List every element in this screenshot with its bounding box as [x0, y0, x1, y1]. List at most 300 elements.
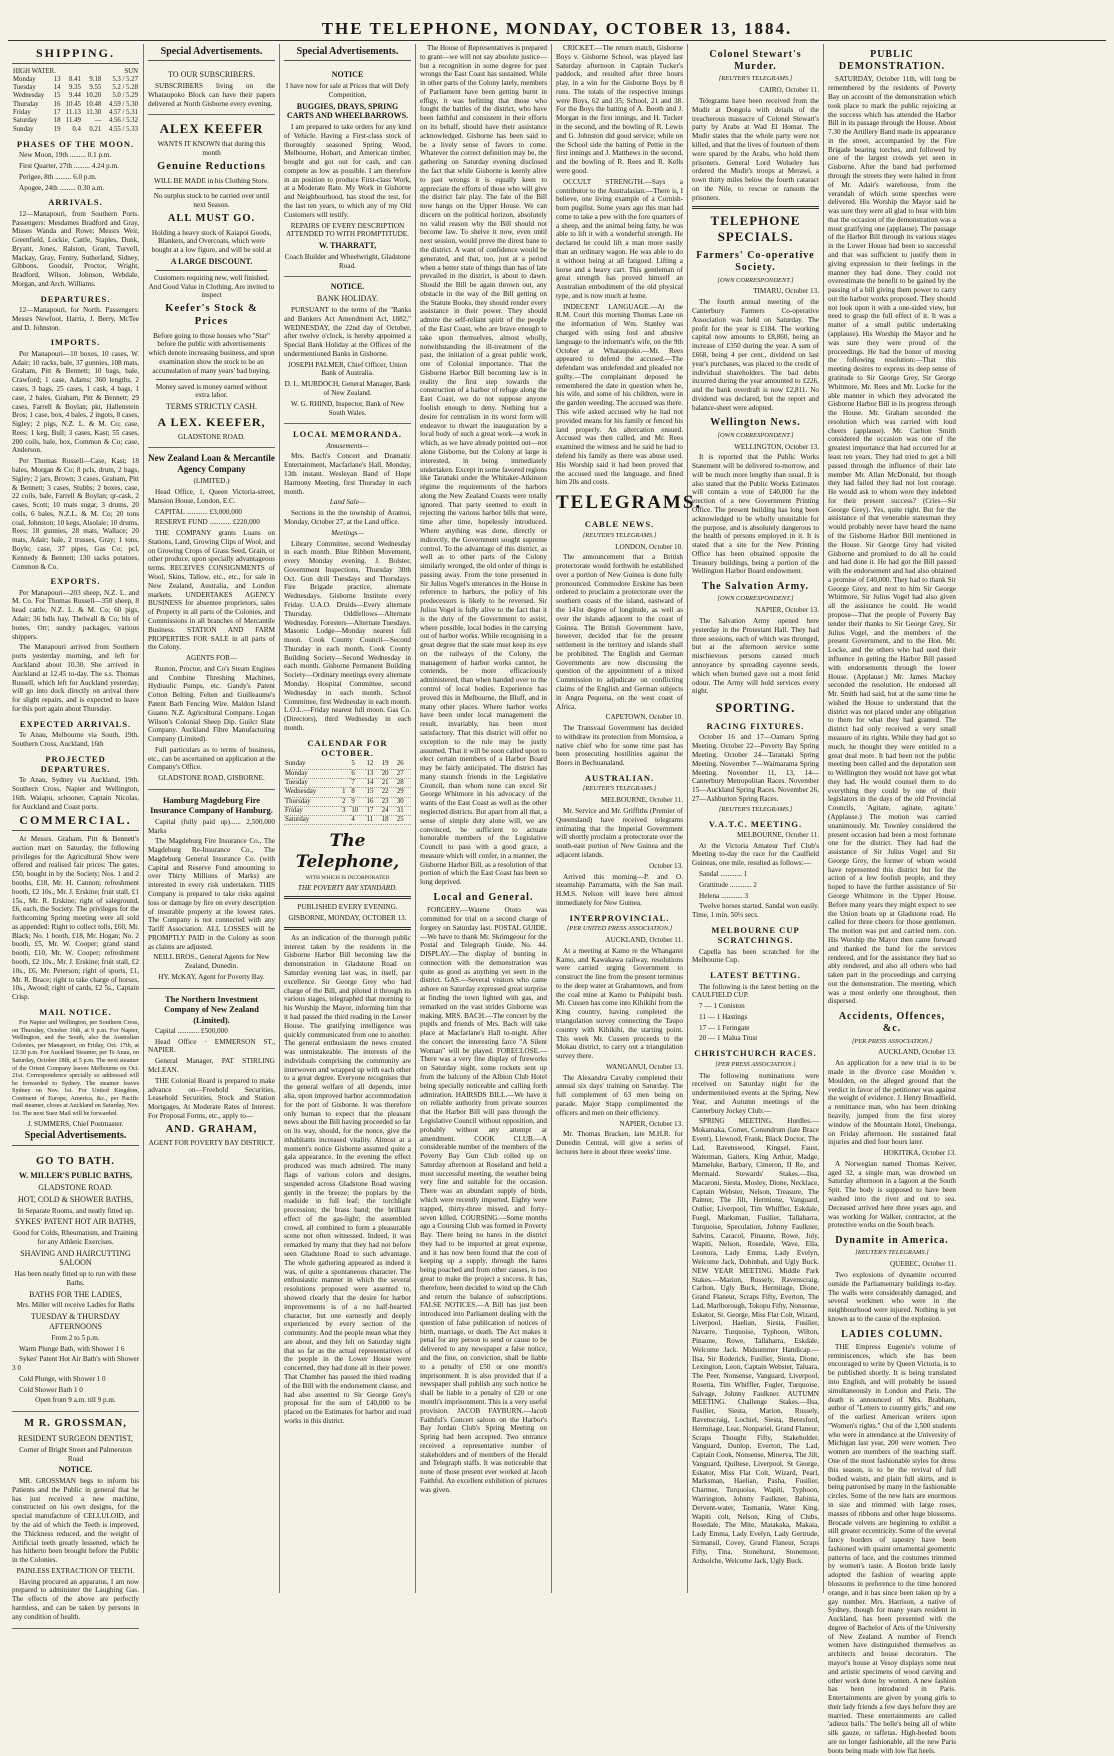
colonel-place: CAIRO, October 11.: [759, 86, 819, 95]
stock-prices: Keefer's Stock & Prices: [165, 303, 258, 327]
to-subscribers: TO OUR SUBSCRIBERS.: [168, 70, 255, 80]
telegrams-big: TELEGRAMS.: [556, 492, 703, 514]
calendar-date: [341, 778, 350, 787]
farmers-sub: [OWN CORRESPONDENT.]: [717, 276, 794, 284]
grossman-name: M R. GROSSMAN,: [24, 1418, 127, 1430]
tide-row: [12, 101, 139, 109]
repairs: REPAIRS OF EVERY DESCRIPTION ATTENDED TO WITH PROMPTITUDE.: [286, 221, 409, 239]
betting-result: 7 — 1 Coniston: [699, 1002, 745, 1011]
expected-text: Te Anau, Melbourne via South, 19th. Southern Cross, Auckland, 16th: [12, 731, 139, 748]
tide-cell: 16: [53, 100, 61, 108]
salvation-sub: [OWN CORRESPONDENT.]: [717, 595, 794, 603]
tide-cell: Tuesday: [13, 84, 36, 92]
vrc-result: Grattitude ............ 2: [699, 880, 757, 889]
moon-item: Perigee, 8th ......... 6.0 p.m.: [19, 172, 97, 181]
column-6: [688, 44, 824, 1593]
mail-text: For Napier and Wellington, per Southern Cross, on Thursday, October 16th, at 9 p.m. For Napier, Wellington, and the South, also the Australian Colonies, per Manapouri, on Friday, Oct. 17th, at 12.30 p.m. For Auckland Steamer, per Te Anau, on Saturday, October 18th, at 5 p.m. The next steamer of the Orient Company leaves Melbourne on Oct. 21st. Correspondence specially so addressed will be forwarded to Sydney. The steamer leaves Sydney on Nov. 1st. For United Kingdom, Continent of Europe, America, &c., per Pacific mail steamer, closes at Auckland on Saturday, Nov. 1st. The next Suez Mail will be forwarded.: [12, 1019, 139, 1117]
calendar-row: [284, 816, 411, 825]
manapouri-text: The Manapouri arrived from Southern ports yesterday morning, and left for Auckland about 10.30. She arrived in Auckland at 12.45 to-day. The s.s. Thomas Russell, which left for Auckland yesterday, will go into dock directly on arrival there for slight repairs, and is expected to leave for this port again about Thursday.: [12, 643, 139, 713]
melbourne-text: Capella has been scratched for the Melbourne Cup.: [692, 947, 819, 965]
grossman-notice: NOTICE.: [58, 1465, 93, 1475]
bank-holiday: BANK HOLIDAY.: [316, 294, 379, 304]
hokitika-text: A Norwegian named Thomas Keiver, aged 32, a single man, was drowned on Saturday afternoon in a lagoon at the South Spit. The body is supposed to have been washed into the river and out to sea. Deceased arrived here three years ago, and was working for Walker, contractor, at the protective works on the South beach.: [828, 1159, 956, 1230]
all-must-go: ALL MUST GO.: [167, 212, 256, 224]
hamburg-title: Hamburg Magdeburg Fire Insurance Company of Hamburg.: [150, 795, 273, 816]
grossman-text: MR. GROSSMAN begs to inform his Patients and the Public in general that he has just received a new machine, constructed on his own designs, for the special manufacture of CELLULOID, and by the aid of which the Teeth is improved, the Thickness reduced, and the weight of Artificial teeth greatly lessened, which he has hitherto been brought before the Public in the Colonies.: [12, 1477, 139, 1565]
exports-text: Per Manapouri—203 sheep, N.Z. L. and M. Co. For Thomas Russell—350 sheep, 8 head cattle, N.Z. L. & M. Co; 60 pigs, Adair; 36 bdls hay, Thelwall & Co; bls of bones, Orr; sundry packages, various shippers.: [12, 588, 139, 641]
columns: [8, 44, 1106, 1755]
nzlm-agents-text: Ruston, Proctor, and Co's Steam Engines and Combine Threshing Machines, Hydraulic Pumps, etc. Gandy's Patent Cotton Belting. Felten and Guilleaume's Patent Barb Fencing Wire. Maldon Island Guano. N.Z. Agricultural Company. Logan Wilson's Colonial Sheep Dip. Guilcr Slate Company. Auckland Fibre Manufacturing Company (Limited).: [148, 664, 275, 744]
farmers-title: Farmers' Co-operative Society.: [696, 250, 815, 274]
cable-sub: [REUTER'S TELEGRAMS.]: [582, 531, 657, 539]
calendar-date: 13: [366, 769, 381, 778]
tharratt-notice: NOTICE: [331, 70, 364, 80]
ladies-title: LADIES COLUMN.: [841, 1328, 943, 1340]
tide-cell: 4.57 / 5.31: [108, 109, 138, 117]
special-title: Special Advertisements.: [12, 1130, 139, 1145]
australian-place-2: October 13.: [649, 861, 683, 870]
calendar-date: 21: [381, 778, 396, 787]
tide-row: [12, 84, 139, 92]
paper-sub-2: THE POVERTY BAY STANDARD.: [297, 883, 398, 892]
tide-cell: 11.30: [86, 109, 102, 117]
keefer-sig-addr: GLADSTONE ROAD.: [178, 432, 245, 441]
vrc-results: [692, 870, 819, 900]
vrc-place: MELBOURNE, October 11.: [737, 830, 819, 839]
farmers-place: TIMARU, October 13.: [753, 287, 819, 296]
calendar-table: [284, 760, 411, 825]
telephone-specials: TELEPHONE SPECIALS.: [710, 213, 801, 245]
land-sale-label: Land Sale—: [329, 498, 366, 507]
tide-cell: 4.55 / 5.33: [108, 125, 138, 133]
australian-title: AUSTRALIAN.: [584, 773, 655, 784]
genuine-reductions: Genuine Reductions: [157, 160, 266, 172]
calendar-day: Saturday: [284, 816, 341, 825]
tharratt-notice-text: I have now for sale at Prices that will Defy Competition,: [285, 81, 410, 99]
ladies-text: THE Empress Eugenie's volume of reminiscences, which she has been encouraged to write by Queen Victoria, is to be published shortly. It is being translated into English, and will probably be issued simultaneously in London and Paris. The death is announced of Mrs. Brabham, author of "Letters to country girls," and one of the earliest American writers upon "Women's rights." Out of the 1,500 students who were in attendance at the University of Michigan last year, 200 were women. Two women are members of the teaching staff. One of the most fashionable styles for dress this season, is to be the revival of full bodied waists, and plain full skirts, and is being patronised by many in the fashionable circles. Some of the new hats are enormous in size and trimmed with large roses, masses of ribbons and other huge blossoms. Brocade velvets are beginning to exhibit a still greater eccentricity. Some of the several fancy borders of tapestry have been fashioned with quaint ornamental geometric patterns of lace, and the costumes trimmed by women's taste. A Boston bride lately adopted the fashion of wearing apple blossoms in preference to the time honored orange, and it has since been taken up by a gay number. Mrs. Harrison, a native of Sydney, though for many years resident in Auckland, has been presented with the degree of Bachelor of Arts of the University of New Zealand. A number of French women have distinguished themselves as architects and house decorators. The mayor's house at Vesoy displays some neat and artistic specimens of wood carving and other work done by women. A new fashion has been introduced in Paris. Entertainments are given by young girls to their lady friends a few days before they are married. These entertainments are called 'adieux balls.' The belle's being all of white silk gauze, or taffetas. High-heeled boots are no longer fashionable, all the new Paris boots being made with low flat heels.: [828, 1342, 956, 1755]
bath-price: Sykes' Patent Hot Air Bath's with Shower 3 0: [12, 1355, 139, 1373]
sun-label: SUN: [124, 67, 138, 75]
tharratt-sub: Coach Builder and Wheelwright, Gladstone Road.: [284, 252, 411, 270]
latest-text: The following is the latest betting on the CAULFIELD CUP.: [692, 982, 819, 1000]
vrc-result: Helena ............ 3: [699, 891, 749, 900]
nzlm-capital: CAPITAL ............ £3,000,000: [155, 507, 243, 516]
hokitika-place: HOKITIKA, October 13.: [883, 1149, 956, 1158]
wellington-text: It is reported that the Public Works Statement will be delivered to-morrow, and will be much more lengthy than usual. It is also stated that the Public Works Estimates will contain a vote of £40,000 for the erection of a new Government Printing Office. The present building has long been acknowledged to be wholly unsuitable for the purpose, and is absolutely dangerous to the health of persons employed in it. It is stated that a site for the New Printing Office has been obtained opposite the Treasury buildings, being a portion of the Wellington Harbor Board endowment.: [692, 453, 819, 576]
calendar-date: 9: [350, 797, 365, 806]
meetings-text: Library Committee, second Wednesday in each month. Blue Ribbon Movement, every Monday evening. J. Bolster, Government Inspections, Thursday 30th Oct. Gun drill Tuesdays and Thursdays. Fire Brigade practice, alternate Wednesdays. Gisborne Institute every Friday. U.A.O. Druids—Every alternate Thursday. Oddfellows—Alternate Wednesday. Foresters—Alternate Tuesdays. Masonic Lodge—Monday nearest full moon. Cook County Council—Second Thursday in each month. Cook County Building Society—Second Wednesday in each month. Gisborne Permanent Building Society—Ordinary meetings every alternate Monday. Hospital Committee, second Wednesday in each month. School Committee, first Wednesday in each month. L.O.L.—Friday nearest full moon. Gas Co. (Directors), third Wednesday in each month.: [284, 539, 411, 732]
projected-text: Te Anau, Sydney via Auckland, 19th. Southern Cross, Napier and Wellington, 16th. Waiapu, schooner, Captain Nicolas, for Auckland and Coast ports.: [12, 776, 139, 811]
calendar-date: 25: [396, 816, 411, 825]
latest-betting: LATEST BETTING.: [710, 970, 801, 981]
exports-title: EXPORTS.: [50, 576, 101, 587]
tide-cell: 4.56 / 5.32: [108, 117, 138, 125]
hamburg-ad: [148, 790, 275, 989]
local-memo: LOCAL MEMORANDA.: [292, 429, 403, 440]
customers: Customers requiring new, well finished, And Good Value in Clothing, Are invited to inspect: [148, 273, 275, 300]
northern-ad: [148, 989, 275, 1154]
vrc-title: V.A.T.C. MEETING.: [708, 818, 803, 829]
calendar-row: [284, 797, 411, 806]
interprovincial-text: At a meeting at Kamo re the Whangarei Kamo, and Kawakawa railway, resolutions were carried urging Government to construct the line from the present terminus to the deep water at Grahamtown, and from the coal mine at Kamo to Puhipuhi bush. Mr. Cussen has come into Kihikihi from the King country, having completed the triangulation survey connecting the Taupo country with Kihikihi, the starting point. This week Mr. Cussen proceeds to the Mokau district, to carry out a triangulation survey there.: [556, 946, 683, 1061]
grossman-text-2: Having procured an apparatus, I am now prepared to administer the Laughing Gas. The effects of the above are perfectly harmless, and can be taken by persons in any condition of health.: [12, 1577, 139, 1621]
tide-cell: 5.0 / 5.29: [112, 92, 138, 100]
tide-row: [12, 76, 139, 84]
calendar-date: 18: [381, 816, 396, 825]
betting-result: 11 — 1 Hastings: [699, 1012, 748, 1021]
calendar-date: 15: [366, 788, 381, 797]
tide-row: [12, 126, 139, 134]
nzlm-ad: [148, 448, 275, 790]
column-2: [144, 44, 280, 1593]
nzlm-reserve: RESERVE FUND ............ £220,000: [155, 518, 260, 527]
cricket-text: CRICKET.—The return match, Gisborne Boys v. Gisborne School, was played last Saturday afternoon in Captain Tucker's paddock, and resulted after three hours play, in a win for the Gisborne Boys by 8 runs. The totals of the respective innings were Boys, 62 and 35; School, 21 and 38. For the Boys the batting of A. Booth and J. Morgan in the first innings, and H. Tucker in the second, and the bowling of R. Lewis and G. Johnston did good service; while on the School side the batting of Pettie in the first innings and J. Matthews in the second, and the bowling of R. Rees and R. Kells were good.: [556, 44, 683, 175]
bath-price: Cold Plunge, with Shower 1 0: [19, 1374, 106, 1383]
column-7: [824, 44, 960, 1755]
salvation-title: The Salvation Army.: [701, 581, 810, 593]
cable-place-2: CAPETOWN, October 10.: [605, 713, 683, 722]
imports-title: IMPORTS.: [50, 337, 101, 348]
interprovincial-title: INTERPROVINCIAL.: [569, 912, 670, 923]
shipping-title: SHIPPING.: [12, 46, 139, 64]
paper-date: GISBORNE, MONDAY, OCTOBER 13.: [288, 914, 407, 923]
cable-place: LONDON, October 10.: [615, 542, 683, 551]
cable-text-2: The Transvaal Government has decided to withdraw its protection from Montsioa, a native chief who for some time past has been prosecuting hostilities against the Boers in Bechuanaland.: [556, 724, 683, 768]
before-going: Before going to those houses who "Star" before the public with advertisements which denote increasing business, and upon examination show the stock to be an accumulation of many years' bad buying.: [148, 331, 275, 375]
bath-sykes: SYKES' PATENT HOT AIR BATHS,: [15, 1217, 136, 1227]
arrivals-title: ARRIVALS.: [48, 197, 103, 208]
bath-branch-desc: Has been neatly fitted up to run with these Baths.: [14, 1270, 137, 1287]
grossman-ad: [12, 1412, 139, 1628]
racing-fixtures: RACING FIXTURES.: [706, 721, 805, 732]
column-1: [8, 44, 144, 1621]
calendar-date: 31: [396, 806, 411, 815]
christchurch-title: CHRISTCHURCH RACES.: [694, 1048, 817, 1059]
moon-item: Apogee, 24th ......... 0.30 a.m.: [19, 183, 105, 192]
tide-cell: 9.55: [89, 84, 102, 92]
farmers-text: The fourth annual meeting of the Canterbury Farmers Co-operative Association was held on Saturday. The profit for the year is £184. The working capital now amounts to £8,860, being an increase of £350 during the year. A sum of £668, being 4 per cent., dividend on last year's purchases, was placed to the credit of individual shareholders. The bad debts incurred during the year amounted to £226, and the bank overdraft is now £2,811. No dividend was declared, but the report and balance-sheet were adopted.: [692, 298, 819, 412]
calendar-day: Monday: [284, 769, 341, 778]
northern-sign: AND. GRAHAM,: [165, 1123, 258, 1135]
departures-text: 12—Manapouri, for North. Passengers: Messrs Newfoot, Harris, J. Berry, McTee and D. Johnston.: [12, 306, 139, 332]
tharratt-text: I am prepared to take orders for any kind of Vehicle. Having a First-class stock of thoroughly seasoned Spring Wood, Melbourne, Hobart, and American timber, bought and got out for cash, and can compete as low as possible. I am therefore in an position to produce First-class Work, at a Moderate Rate. My Work in Gisborne and Neighbourhood, has stood the test, for the last ten years, to which any of my Old Customers will testify.: [284, 123, 411, 219]
wellington-title: Wellington News.: [710, 417, 801, 429]
large-discount: A LARGE DISCOUNT.: [170, 256, 253, 266]
calendar-row: [284, 769, 411, 778]
nzlm-full: Full particulars as to terms of business, etc., can be ascertained on application at the Company's Office.: [148, 745, 275, 772]
northern-text: THE Colonial Board is prepared to make advance on—Freehold Securities, Leasehold Securities, Stock and Station Mortgages, At Moderate Rates of Interest. For Proposal Forms, etc., apply to—: [148, 1076, 275, 1120]
betting-result: 20 — 1 Malua Trust: [699, 1034, 758, 1043]
australian-place: MELBOURNE, October 11.: [601, 796, 683, 805]
tide-cell: 10.45: [65, 100, 81, 108]
calendar-date: 23: [381, 797, 396, 806]
calendar-date: 6: [350, 769, 365, 778]
paper-name: The Telephone,: [295, 831, 400, 873]
local-title: Local and General.: [433, 892, 534, 903]
latest-results: [692, 1002, 819, 1043]
tide-cell: Friday: [13, 109, 31, 117]
calendar-date: 3: [341, 806, 350, 815]
tide-cell: 19: [53, 125, 61, 133]
betting-result: 17 — 1 Feringate: [699, 1023, 750, 1032]
masthead: THE TELEPHONE, MONDAY, OCTOBER 13, 1884.: [8, 18, 1106, 41]
tide-cell: 9.44: [69, 92, 81, 100]
bank-sign: D. L. MURDOCH, General Manager, Bank of New Zealand.: [284, 380, 411, 397]
bank-signs: [284, 361, 411, 418]
colonel-title: Colonel Stewart's Murder.: [709, 49, 802, 73]
australian-sub: [REUTER'S TELEGRAMS.]: [582, 785, 657, 793]
salvation-text: The Salvation Army opened here yesterday in the Protestant Hall. They had three sessions, each of which was thronged, but at the afternoon service some mischievous persons caused much annoyance by spreading cayenne seeds, which when burned gave out a most fetid odour. The Army will hold services every night.: [692, 617, 819, 696]
calendar-date: 29: [396, 788, 411, 797]
calendar-day: Tuesday: [284, 778, 341, 787]
calendar-row: [284, 806, 411, 815]
salvation-place: NAPIER, October 13.: [755, 606, 819, 615]
bath-sykes-desc: Good for Colds, Rheumatism, and Training for any Athletic Exercises.: [13, 1229, 138, 1246]
calendar-date: 10: [350, 806, 365, 815]
nzlm-limited: (LIMITED.): [193, 477, 230, 486]
expected-title: EXPECTED ARRIVALS.: [19, 718, 132, 729]
melbourne-scr: MELBOURNE CUP SCRATCHINGS.: [711, 924, 800, 946]
dynamite-title: Dynamite in America.: [835, 1235, 949, 1247]
northern-office: Head Office · EMMERSON ST., NAPIER.: [148, 1037, 275, 1055]
tide-cell: 5.3 / 5.27: [112, 75, 138, 83]
calendar-date: 27: [396, 769, 411, 778]
grossman-painless: PAINLESS EXTRACTION OF TEETH.: [16, 1566, 135, 1575]
mail-title: MAIL NOTICE.: [39, 1006, 112, 1017]
wellington-sub: [OWN CORRESPONDENT.]: [717, 431, 794, 439]
bath-prices: [12, 1345, 139, 1395]
interprovincial-sub: [PER UNITED PRESS ASSOCIATION.]: [566, 925, 673, 933]
tide-cell: 10.20: [86, 92, 102, 100]
col3-header: Special Advertisements.: [284, 46, 411, 61]
bath-branch: SHAVING AND HAIRCUTTING SALOON: [20, 1248, 131, 1268]
commercial-title: COMMERCIAL.: [12, 813, 139, 831]
colonel-sub: [REUTER'S TELEGRAMS.]: [718, 75, 793, 83]
northern-capital: Capital ............ £500,000: [155, 1026, 228, 1035]
cable-news: CABLE NEWS.: [584, 519, 655, 530]
racing-text: October 16 and 17—Oamaru Spring Meeting. October 22—Poverty Bay Spring Meeting. October 24—Taranaki Spring Meeting. November 7—Waimarama Spring Meeting. November 11, 13, 14—Canterbury Metropolitan Races. November 15—Auckland Spring Races. November 26, 27—Ashburton Spring Races.: [692, 733, 819, 803]
column-4: [416, 44, 552, 1593]
hamburg-agent: HY. McKAY, Agent for Poverty Bay.: [158, 973, 265, 982]
commercial-text: At Messrs. Graham, Pitt & Bennett's auction mart on Saturday, the following privileges for the Agricultural Show were offered and realised fair prices: The gates, £50, bought in by the Society; Nos. 1 and 2 booths, £18, Mr. H. Cannon; refreshment booth, £2 10s., Mr. J. Erskine; fruit stall, £1 15s., Mr. R. Erskine; right of saleground, £6, each, the Society. The privileges for the forthcoming Spring meeting were all sold as appended: Right to collect tolls, £60, Mr. Black; No. 1 booth, £18, Mr. Hogan; No. 2 booth, £5, Mr. W. Cooper; grand stand booth, £10, Mr. W. Cooper; refreshment booth, £2 10s., Mr. J. Erskine; fruit stall, £2 10s., £6, Mr. Peterson; right of sports, £1, Mr. R. Brace; right to take charge of horses, 10s., Awood; right of cards, £2 5s., Captain Crisp.: [12, 835, 139, 1002]
calendar-date: [341, 769, 350, 778]
departures-title: DEPARTURES.: [40, 293, 111, 304]
napier-place: NAPIER, October 13.: [619, 1119, 683, 1128]
bank-notice: NOTICE.: [330, 282, 365, 292]
nzlm-text: THE COMPANY grants Loans on Stations, Land, Growing Clips of Wool, and on Growing Crops of Grass Seed, Grain, or other produce, upon specially advantageous terms. RECEIVES CONSIGNMENTS of Wool, Skins, Tallow, etc., etc., for sale in New Zealand, Australia, and London markets. UNDERTAKES AGENCY BUSINESS for absentee proprietors, sales of Property in all parts of the Colonies, and Commissions in all branches of Mercantile Business. STATION AND FARM PROPERTIES FOR SALE in all parts of the Colony.: [148, 529, 275, 652]
editorial: As an indication of the thorough public interest taken by the residents in the Gisborne Harbor Bill becoming law the demonstration in Gladstone Road on Saturday evening last was, in itself, par excellence. Sir George Grey who had charge of the Bill, and piloted it through its various stages, telegraphed that morning to his Worship the Mayor, informing him that it had passed the third reading in the Lower House. The gratifying intelligence was quickly communicated from one to another. The general enthusiasm the news created was unmistakeable. The interests of the individuals comprising the community are interwoven and wrapped up with each other to a great degree. Everyone recognises that the general welfare of all depends, inter alia, upon improved harbor accommodation for the port of Gisborne. It was therefore only human to expect that the pleasant news about the Bill having proceeded so far on its way, should, for the nonce, give the inhabitants increased vitality. Almost at a moment's notice Gisborne assumed quite a gala appearance. In the evening the effect produced was much admired. The many flags of various colors and designs, suspended across Gladstone Road waving gently in the breeze; the poplars by the roadside in full leaf; the torchlight procession; the brass band; the brilliant effect of the gas-light; the assembled crowd, all combined to form a pleasurable scene not often witnessed. Indeed, it was remarked by many that they had not before seen Gladstone Road to such advantage. The whole gathering appeared as indeed it was, of quite a spontaneous character. The enthusiastic manner in which the several resolutions proposed were assented to, showed clearly that the desire for harbor improvements is of a no half-hearted character, but one earnestly and deeply experienced by every section of the community. And the people mean what they are about, and they felt on Saturday night that so far as the actual representatives of the people in the Lower House were concerned, they had done all in their power. That Chamber has passed the third reading of the Bill with the endorsement clause, and had also assented to Sir George Grey's proposal for the sum of £40,000 to be placed on the Estimates for harbor and road works in this district.: [284, 933, 411, 1425]
accidents-text: An application for a new trial is to be made in the divorce case Moulden v. Moulden, on the alleged ground that the verdict in favor of the petitioner was against the weight of evidence. J. Henry Broadfield, a remittance man, who has been drinking heavily, jumped from the first storey window of the Mountain Hotel, Onehunga, on Friday afternoon. He sustained fatal injuries and died four hours later.: [828, 1059, 956, 1147]
wanganui-text: The Alexandra Cavalry completed their annual six days' training on Saturday. The full complement of 63 men being on parade. Major Stapp complimented the officers and men on their efficiency.: [556, 1073, 683, 1117]
editorial-cont: The House of Representatives is prepared to grant—we will not say absolute justice—but a recognition in some degree for past wrongs the East Coast has sustained. While in other parts of the Colony lately, members of Parliament have been getting burnt in effigy, it was befitting that those who fought the battles of the district, who have been faithful and consistent in their efforts on its behalf, should have their assistance acknowledged. Gisborne has been said to be a lively sense of favors to come. Whatever the correct definition may be, the gathering on Saturday evening disclosed the fact that while Gisborne is keenly alive to past wrongs it is equally keen to appreciate the efforts of those who will give the district fair play. The fate of the Bill now hangs on the Upper House. We can discern on the political horizon, absolutely no valid reason why the Bill should not become law. To shelve it now, even until next session, would prove the direst bane to the district. A want of confidence would be generated, and that, too, just at a period when a better state of things than has of late prevailed in the district, is about to dawn. Should the Bill be again thrown out, any obstacle in the way of the Bill getting on the Statute Books, they should render every assistance in their power. They should admire the self-reliant spirit of the people of the East Coast, who are brave enough to take upon themselves, almost wholly, notwithstanding the ill-treatment of the past, the initiation of a great public work, one of Colonial importance. That the Gisborne Harbor Bill becoming law is in reality the first step towards the construction of a harbor of refuge along the East Coast, we do not suppose anyone foolish enough to deny. Nothing but a desire for centralism in its worst form will endeavor to thwart the inauguration by a local body of such a great work—a work in which, as we have already pointed out—not alone Gisborne, but the Colony at large is interested, in being immediately undertaken. Except in some favored regions like Taranaki under the Whitaker-Atkinson régime the requirements of the harbors along the New Zealand Coasts were totally ignored. That party seemed to exult in rejecting the various harbor bills that were, time after time, hopelessly introduced. Where anything was done, directly or indirectly, the Government sought supreme control. To the advantage of this district, as well as to other parts of the Colony similarly wronged, the old order of things is passing away. From the tone presented in Sir Julius Vogel's utterances in the House in reference to harbors, the policy of his predecessors is likely to be reversed. Sir Julius Vogel is fully alive to the fact that it is the duty of the Government to assist, where possible, local bodies in the carrying out of harbor works. While recognising in a great degree that the state must keep its eye on the railways of the Colony, the management of harbor works cannot, he contends, be more efficaciously administered, than when handed over to the control of local bodies. Experience has proved this in Melbourne, the Bluff, and in many other places. Where harbor works have been under local management the result, invariably, has been most satisfactory. That this district will offer no exception to the rule may be justly assumed. That it will be soon called upon to elect certain members of a Harbor Board may be fairly anticipated. The district has many staunch friends in the Legislative Council, than whom none can excel Sir George Whitmore in his advocacy of the wants of the East Coast as well as the other neglected districts. But apart from all that, a sense of simple duty alone will, we are convinced, be sufficient to actuate honorable members of the Legislative Council to pass with a good grace, a measure which will confer, in a manner, the Gisborne Harbor Bill, as a resolution of that portion of which the East Coast has been so long deprived.: [420, 44, 547, 887]
bath-sep: In Separate Rooms, and neatly fitted up.: [17, 1206, 134, 1215]
accidents-sub: [PER PRESS ASSOCIATION.]: [851, 1037, 933, 1045]
bath-price: Warm Plunge Bath, with Shower 1 6: [19, 1344, 125, 1353]
bank-sign: JOSEPH PALMER, Chief Officer, Union Bank of Australia.: [287, 360, 408, 378]
calendar-date: 4: [350, 816, 365, 825]
bath-open: Open from 9 a.m. till 9 p.m.: [35, 1396, 116, 1405]
nzlm-sign: GLADSTONE ROAD, GISBORNE.: [158, 774, 265, 783]
nzlm-title: New Zealand Loan & Mercantile Agency Company: [148, 453, 275, 475]
napier-text: Mr. Thomas Bracken, late M.H.R. for Dunedin Central, will give a series of lectures here in about three weeks' time.: [556, 1130, 683, 1156]
moon-list: [12, 151, 139, 192]
calendar-date: 26: [396, 760, 411, 769]
occult-text: OCCULT STRENGTH.—Says a contributor to the Australasian:—There is, I believe, one living example of a Cornish-born pugilist. Some years ago this man had come to take a pew with the fore quarters of a sheep, and the animal being fatty, he was able to lift it with a wonderful strength. He declared he could lift a man more easily than an ordinary wagon. He was able to do it without being at all fatigued. Lifting a horse and a heavy cart. This gentleman of great strength has proved himself an Australian embodiment of the old physical type, and is now much at home.: [556, 177, 683, 300]
high-water-label: HIGH WATER.: [13, 67, 56, 75]
bank-text: PURSUANT to the terms of the "Banks and Bankers Act Amendment Act, 1882," WEDNESDAY, the 22nd day of October, after twelve o'clock, is hereby appointed a Special Bank Holiday at the Offices of the undermentioned Banks in Gisborne.: [284, 305, 411, 358]
grossman-sub: RESIDENT SURGEON DENTIST,: [17, 1434, 134, 1444]
dynamite-text: Two explosions of dynamite occurred outside the Parliamentary buildings to-day. The walls were considerably damaged, and several workmen who were in the neighbourhood were injured. Nothing is yet known as to the cause of the explosion.: [828, 1271, 956, 1323]
wellington-place: WELLINGTON, October 13.: [734, 442, 819, 451]
tide-cell: Thursday: [13, 100, 39, 108]
column-5: [552, 44, 703, 1593]
wanganui-place: WANGANUI, October 13.: [605, 1062, 683, 1071]
nzlm-office: Head Office, 1, Queen Victoria-street, Mansion House, London, E.C.: [148, 488, 275, 505]
calendar-date: 11: [366, 816, 381, 825]
tharratt-sign: W. THARRATT,: [318, 241, 377, 251]
mail-sign: J. SUMMERS, Chief Postmaster.: [27, 1119, 124, 1128]
tide-cell: 8.41: [69, 75, 81, 83]
surplus: No surplus stock to be carried over until next Season.: [153, 192, 270, 210]
keefer-wants: WANTS IT KNOWN that during this month: [157, 140, 266, 157]
local-text: FORGERY.—Watene Ototo was committed for trial on a second charge of forgery on Saturday last. POSTAL GUIDE.—We have to thank Mr. Skrimgeour for the Postal and Telegraph Guide, No. 44. DISPLAY.—The display of bunting in connection with the demonstration was quite as good as anything yet seen in the district. GAS.—Several visitors who came ashore on Saturday expressed great surprise at finding the town lighted with gas, and remarked on the vast strides Gisborne was making. MRS. BACH.—The concert by the pupils and friends of Mrs. Bach will take place at Macfarlane's Hall to-night. After the concert the interesting farce "A Silent Woman" will be played. FORECLOSE.—There was a very fine display of fireworks on Saturday night, some rockets sent up from the balcony of the Albion Club Hotel being specially noticeable and calling forth admiration. HAIRSDS BILL.—We have it on reliable authority from private sources that the Harbor Bill will pass through the Legislative Council without opposition, and probably without any attempt at amendment. COOK CLUB.—A considerable number of the members of the Poverty Bay Gun Club rolled up on Saturday afternoon at Roseland and held a most successful meeting, the weather being very fine and suitable for the occasion. There was an abundant supply of birds, which were recently imported. Eighty were trapped, thirty-three missed, and forty-seven killed. COURSING.—Some months ago a Coursing Club was formed in Poverty Bay. There being no hares in the district they had to be imported at great expense, and it has now been found that the cost of keeping up a supply, through the hares being poached and from other causes, is too great to make the project a success. It has, therefore, been decided to wind up the Club and return the balance of subscriptions. FALSE NOTICES.—A Bill has just been introduced into Parliament dealing with the question of false publication of notices of birth, marriage, or death. The Act makes it penal for any person to send or cause to be delivered to any newspaper a false notice, and the fine, on conviction, shall be liable to a penalty of £50 or one month's imprisonment. It is also provided that if a newspaper shall publish any such notice he shall be liable to a penalty of £20 or one month's imprisonment. This is a very useful provision. JACOB FAYBURN.—Jacob Faithful's Concert saloon on the Harbor's Bay Jordan Club's Spring Meeting on Spring had been accepted. Two entrance received a representative number of stakeholders and of members of the Herald and Telegraph staffs. It was noticeable that none of those present ever worked at Jacob Faithful. An excellent exhibition of pictures was given.: [420, 906, 547, 1494]
calendar-date: 1: [341, 788, 350, 797]
grossman-addr: Corner of Bright Street and Palmerston Road: [19, 1445, 132, 1463]
bath-road: GLADSTONE ROAD.: [38, 1183, 113, 1193]
calendar-row: [284, 788, 411, 797]
tide-row: [12, 117, 139, 125]
bath-days: TUESDAY & THURSDAY AFTERNOONS: [30, 1312, 121, 1331]
projected-title: PROJECTED DEPARTURES.: [40, 753, 111, 774]
calendar-date: 7: [350, 778, 365, 787]
vrc-result: Sandal ............ 1: [699, 870, 748, 879]
imports-text-2: Per Thomas Russell—Case, Kast; 18 bales, Morgan & Co; 8 pcls, drum, 2 bags, Sigley; 2 jars, Brown; 3 cases, Graham, Pitt & Bennett; 3 cases, Stubbs; 2 boxes, case, 22 coils, bale, Farrell & Boylan; qr-cask, 2 cases, Scott; 10 mats sugar, 3 drums, 20 coils, 6 bales, N.Z.L. & M. Co; 20 tons coal, Johnston; 10 kegs, Alsolaie; 10 drums, Rees; 18 gunnies, 28 mats, Wallace; 20 mats, Adair; bale, 2 trusses, Gray; 1 tons, Boyle; case, 37 pipes, Gas Co; pcl, Kennedy & Bennett; 130 sacks potatoes, Common & Co.: [12, 457, 139, 571]
subscribers-text: SUBSCRIBERS living on the Whataupoko Block can have their papers delivered at North Gisborne every evening.: [148, 81, 275, 108]
paper-sub-1: WITH WHICH IS INCORPORATED: [305, 874, 390, 881]
christchurch-text: The following nominations were received on Saturday night for the undermentioned events at the Spring, New Year, and Autumn meetings of the Canterbury Jockey Club:—: [692, 1071, 819, 1115]
tide-cell: Wednesday: [13, 92, 45, 100]
calendar-date: 12: [366, 760, 381, 769]
calendar-date: 30: [396, 797, 411, 806]
colonel-text: Telegrams have been received from the Mudir at Dongola with details of the treacherous massacre of Colonel Stewart's party by Arabs at Wad El Homar. The Mudir states that the whole party were not killed, and that the lives of fourteen of them were spared by the Arabs, who hold them prisoners. General Lord Wolseley has ordered the Mudir's troops at Merawi, a town thirty miles below the fourth cataract on the Nile, to rescue or ransom the prisoners.: [692, 97, 819, 202]
calendar-date: 2: [341, 797, 350, 806]
calendar-date: 20: [381, 769, 396, 778]
keefer-sig: A LEX. KEEFER,: [157, 414, 266, 429]
christchurch-events: SPRING MEETING. Hurdles.—Mokamaka, Comet, Conundrum (late Brace Event), Llewood, Frank, Black Doctor, The Lad, Ravenswood, Kingsel, Faust, Waterman, Gaiters, King Arthur, Madge, Mameluke, Barbary, Cimeron, II Re, and Mermaid. Stewards' Stakes.—Ilsa, Macaroni, Siesta, Mosley, Dione, Necklace, Captain Webster, Nelson, Treasure, The Painter, The Jilt, Hermione, Vanguard, Outlier, Liverpool, Tim Whiffler, Eskdale, Fuegl, Marksman, Fusilier, Tallaharra, Turquoise, Speculation, Johnny Faulkner, Salvins, Caracol, Pinaune, Rowe, July, Wapiti, Nelson, Rosedale, Wave, Ella, Leonora, Lady Emma, Lady Evelyn, Welcome Jack, Dobinbah, and Ugly Buck. NEW YEAR MEETING. Middle Park Stakes.—Marion, Russely, Ravenscraig, Carlton, Ugly Buck, Hermitage, Dione, Grand Flaneur, Scraps Fifty, Everton, The Lad, Marlborough, Tokopu Fifty, Nonsense, Eskator, St. George, Miss Flat Colt, Wizard, Liverpool, Haelian, Siesta, Fusilier, Navarre, Turquoise, Typhoon, Wilton, Pinaune, Rowe, Tallaharra, Eskdale, Welcome Jack. Midsummer Handicap.—Ilsa, Sir Roderick, Fusilier, Siesta, Dione, Lexington, Leon, Captain Webster, Taluara, The Peer, Nonsense, Vanguard, Liverpool, Rosetta, Tim Whiffler, Fugler, Turquoise, Salvage, Johnny Faulkner. AUTUMN MEETING. Challenge Stakes.—Ilsa, Fusilier, Siesta, Marion, Russely, Ravenscraig, Lochiel, Siesta, Beresford, Hermitage, Lear, Nonpariel, Grand Flaneur, Scraps Thought Fifty, Stakeholder, Vanguard, Dunlop, Everton, The Lad, Captain Cook, Nonsense, Minerva, The Jilt, Vanguard, Quiltese, Liverpool, St George, Eskator, Miss Flat Colt, Wizard, Pearl, Marksman, Haelian, Pasha, Fusilier, Charmer, Turquoise, Wapiti, Typhoon, Warrington, Johnny Faulkner, Babinia, Dervent-water, Tasmania, Water King, Wapiti colt, Nelson, King of Clubs, Rosedale, The Mite, Matakaka, Makaia, Lady Emma, Lady Evelyn, Lady Gertrude, Sirmansil, Covey, Grand Flaneur, Scraps Fifty, Tina, Stonehurst, Stonemoor, Ardsolche, Welcome Jack, Ugly Buck.: [692, 1117, 819, 1565]
calendar-day: Thursday: [284, 797, 341, 806]
tide-cell: —: [94, 117, 102, 125]
calendar-date: 28: [396, 778, 411, 787]
accidents-title: Accidents, Offences, &c.: [838, 1011, 946, 1035]
northern-sign-2: AGENT FOR POVERTY BAY DISTRICT.: [148, 1139, 275, 1148]
calendar-date: 24: [381, 806, 396, 815]
tide-cell: 0.4: [72, 125, 81, 133]
tide-cell: 9.35: [69, 84, 81, 92]
interprovincial-place: AUCKLAND, October 11.: [605, 935, 683, 944]
moon-title: PHASES OF THE MOON.: [16, 138, 135, 149]
tide-cell: 17: [53, 109, 61, 117]
calendar-title: CALENDAR FOR OCTOBER.: [307, 737, 388, 759]
dynamite-sub: [REUTER'S TELEGRAMS.]: [855, 1249, 929, 1257]
calendar-row: [284, 760, 411, 769]
vrc-text-2: Twelve horses started. Sandal won easily. Time, 1 min. 50½ secs.: [692, 902, 819, 920]
calendar-date: 22: [381, 788, 396, 797]
sporting-title: SPORTING.: [715, 700, 796, 716]
calendar-day: Sunday: [284, 760, 341, 769]
tide-cell: 5.2 / 5.28: [112, 84, 138, 92]
calendar-day: Wednesday: [284, 788, 341, 797]
christchurch-sub: [PER PRESS ASSOCIATION.]: [715, 1060, 796, 1068]
nzlm-agents-for: AGENTS FOR—: [185, 654, 238, 663]
column-3: [280, 44, 416, 1593]
holding: Holding a heavy stock of Kaiapoi Goods, Blankets, and Overcoats, which were bought at a low figure, and will be sold at: [151, 228, 272, 255]
bath-price: Cold Shower Bath 1 0: [19, 1385, 83, 1394]
accidents-place: AUCKLAND, October 13.: [878, 1048, 956, 1057]
bath-ladies: BATHS FOR THE LADIES,: [29, 1289, 122, 1299]
australian-text: Mr. Service and Mr. Griffiths (Premier of Queensland) have received telegrams intimating that the Imperial Government will shortly proclaim a protectorate over the south-east portion of New Guinea and the adjacent islands.: [556, 807, 683, 860]
arrivals-text: 12—Manapouri, from Southern Ports. Passengers: Mesdames Bradford and Gray, Misses Wanda and Rowe; Messrs Weir, Greenfield, Lockie, Cattle, Staples, Dunk, Bryant, Jones, Ralston, Grant, Turvell, Mackay, Gray, Fentry, Sutherland, Sidney, Gibbons, Goodsir, Proctor, Wright, Bradford, Wilson, Johnson, Webdale, Morgan, and Arch. Williams.: [12, 209, 139, 288]
bath-hot: HOT, COLD & SHOWER BATHS,: [18, 1194, 133, 1204]
tide-cell: 15: [53, 92, 61, 100]
vrc-text: At the Victoria Amateur Turf Club's Meeting to-day the race for the Caulfield Guineas, one mile, resulted as follows:—: [692, 841, 819, 868]
meetings-label: Meetings—: [331, 528, 364, 537]
australian-text-2: Arrived this morning—P. and O. steamship Parramatta, with the San mail. H.M.S. Nelson will leave here almost immediately for New Guinea.: [556, 872, 683, 907]
calendar-date: [341, 760, 350, 769]
keefer-big: ALEX KEEFER: [159, 121, 264, 137]
bath-name: W. MILLER'S PUBLIC BATHS,: [18, 1171, 133, 1181]
bath-ad: [12, 1150, 139, 1413]
bank-sign: W. G. RHIND, Inspector, Bank of New South Wales.: [290, 399, 405, 417]
paper-pub: PUBLISHED EVERY EVENING.: [297, 903, 398, 912]
bank-ad: [284, 277, 411, 424]
amusements-text: Mrs. Bach's Concert and Dramatic Entertainment, Macfarlane's Hall, Monday, 13th instant. Wesleyan Band of Hope Harmony Meeting, first Thursday in each month.: [284, 452, 411, 496]
calendar-date: [341, 816, 350, 825]
calendar-date: 8: [350, 788, 365, 797]
tide-cell: 11.49: [65, 117, 81, 125]
tharratt-ad: [284, 65, 411, 277]
tide-row: [12, 92, 139, 100]
keefer-ad: [148, 115, 275, 448]
tide-cell: Saturday: [13, 117, 38, 125]
tide-cell: 9.18: [89, 75, 102, 83]
land-sale-text: Sections in the the township of Aramoi, Monday, October 27, at the Land office.: [284, 509, 411, 526]
northern-mgr: General Manager, PAT STIRLING McLEAN.: [148, 1057, 275, 1074]
tide-cell: Monday: [13, 75, 36, 83]
tide-cell: 18: [53, 117, 61, 125]
hamburg-sign: NEILL BROS., General Agents for New Zealand, Dunedin.: [153, 953, 270, 971]
imports-text: Per Manapouri—10 boxes, 10 cases, W. Adair; 10 racks, bale, 37 gunnies, 108 mats, Graham, Pitt & Bennett; 10 bags, bale, Crawford; 1 case, Adams; 360 lengths, 2 cases, 3 bags, 25 cases, 1 cask, 4 bags, 1 case, 2 bales, Graham, Pitt & Bennett; 29 cases, Farrell & Boylan; pkt, Hallenstein Bros; 1 case, box, 4 bales, 2 ingots, 8 cases, Sigley; 2 pigs, N.Z. L. & M. Co; case, Rees; 1 keg, Bull; 3 cases, Kast; 55 cases, 200 coils, bale, box, Common & Co; case, Anderson.: [12, 349, 139, 455]
hamburg-capital: Capital (fully paid up)...... 2,500,000 Marks: [148, 817, 275, 835]
moon-item: First Quarter, 27th ......... 4.24 p.m.: [19, 162, 119, 171]
demo-text: SATURDAY, October 11th, will long be remembered by the residents of Poverty Bay on account of the demonstration which took place to mark the public rejoicing at the success which has attended the Harbor Bill in its passage through the House. About 7.30 the Artillery Band made its appearance in the street, accompanied by the Fire Brigade bearing torches, and followed by one of the largest crowds yet seen in Gisborne. After the band had performed through the streets they were halted in front of Mr. Adair's warehouse, from the verandah of which some speeches were delivered. His Worship the Mayor said he was sure they were all glad to hear with him that the occasion of the demonstration was a most gratifying one (applause). The passage of the Harbor Bill through its various stages in the Lower House had been so successful and that was sufficient to justify them in giving expression to their feelings in the manner they had done. They could not overestimate the benefit to be gained by the passing of a bill giving them power to carry out the harbor works proposed. They should not look upon it with a one-sided view, but need to grasp the full effect of it. It was a matter of a small public undertaking (applause). His Worship the Mayor and he was sure they were proud of the proceedings. He had the honor of moving the following resolution:—That this meeting desires to express its deep sense of gratitude to Sir George Grey, Sir George Whitmore, Mr. Rees and Mr. Locke for the able manner in which they advocated the Gisborne Harbor Bill in its progress through the House. Mr. Graham seconded the resolution which was carried with loud cheers (applause). Mr. Carlton Smith considered the occasion was one of the greatest importance that had occurred for at least ten years. They had tried to get a bill passed through the influence of their late member Mr. Allan McDonald, but though they had failed they had not lost courage. He would ask to whom were they indebted for their present success? (Cries—Sir George Grey). Yes, quite right. But for the assistance of that venerable statesman they would probably never have heard the name of the Gisborne Harbor Bill mentioned in the House. Sir George Grey had visited Gisborne and promised to do all he could and had done it. He had got the Bill passed with the endorsement and had also obtained a promise of £40,000. They had to thank Sir George Grey, and next to him Sir George Whitmore, Sir Julius Vogel had also given all the assistance he could. He would propose—That the people of Poverty Bay tender their thanks to Sir George Grey, Sir Julius Vogel, and the members of the present Government, and to the Hon. Mr. Locke, and the others who had used their influence in getting the Harbor Bill passed with endorsements through the lower House. (Applause.) Mr. James Mackey seconded the resolution. He endorsed all Mr. Smith had said, but at the same time he wished the House to understand that the district was not placed under any obligation to them for what they had granted. The district had only received a very small measure of its rights. While they had got so much, he thought they were entitled to a great deal more. It had been not the public meeting been called and the deputation sent to Wellington they would not have got what they had. He would counsel them to do everything they could by one of their legislators in the days of the old Provincial Councils, 'Agitate, agitate, agitate.' (Applause.) The motion was carried unanimously. Mr. Townley considered the present occasion had been a most fortunate one for the district. They had had the assistance of Sir Julius Vogel and Sir George Grey, the former of whom would have represented this district but for the action of a few foolish people, and they hoped to have the further assistance of Sir George Whitmore in the Upper House. Before many years they might expect to see the Union boats up at Gladstone road. He called for three cheers for those gentlemen. The motion was put and carried nem. con. His Worship the Mayor then came forward and thanked the band for the services rendered, and for the assistance they had so ably rendered, and also all others who had taken part in the proceedings and carrying out the demonstration. The meeting, which was a most orderly one throughout, then dispersed.: [828, 75, 956, 1006]
moon-item: New Moon, 19th ......... 0.1 p.m.: [19, 151, 112, 160]
hamburg-text: The Magdeburg Fire Insurance Co., The Magdeburg Re-Insurance Co., The Magdeburg General Insurance Co. (with Capital and Reserve Fund amounting to over Thirty Millions of Marks) are interested in every risk undertaken. THIS Company is prepared to take risks against loss or damage by fire on every description of insurable property at the lowest rates. The Company is not connected with any Tariff Association. ALL LOSSES will be PROMPTLY PAID in the Colony as soon as claims are adjusted.: [148, 837, 275, 951]
northern-title: The Northern Investment Company of New Zealand (Limited).: [164, 993, 259, 1025]
tide-table: [12, 68, 139, 134]
money-saved: Money saved is money earned without extra labor.: [155, 382, 268, 400]
terms: TERMS STRICTLY CASH.: [165, 402, 258, 412]
tide-row: [12, 109, 139, 117]
amusements-label: Amusements—: [326, 441, 369, 450]
col2-header: Special Advertisements.: [148, 46, 275, 61]
vrc-sub: [REUTER'S TELEGRAMS.]: [718, 805, 793, 813]
tide-cell: 10.48: [86, 100, 102, 108]
calendar-day: Friday: [284, 806, 341, 815]
dynamite-place: QUEBEC, October 11.: [889, 1260, 956, 1269]
tide-cell: 0.21: [89, 125, 102, 133]
calendar-row: [284, 778, 411, 787]
cable-text: The announcement that a British protectorate would forthwith be established over a portion of New Guinea is done fully pronounced. Commodore Erskine has been ordered to proclaim a protectorate over the southern coasts of the island, eastward of the 141st degree of longitude, as well as over the islands adjacent to the coast of Guinea. The British Government have, however, decided that for the present settlement in the territory and islands shall be prohibited. The English and German Governments are now discussing the question of the appointment of a mixed Commission to adjudicate on conflicting claims of the English and German subjects in Angra Pequena, on the west coast of Africa.: [556, 553, 683, 711]
